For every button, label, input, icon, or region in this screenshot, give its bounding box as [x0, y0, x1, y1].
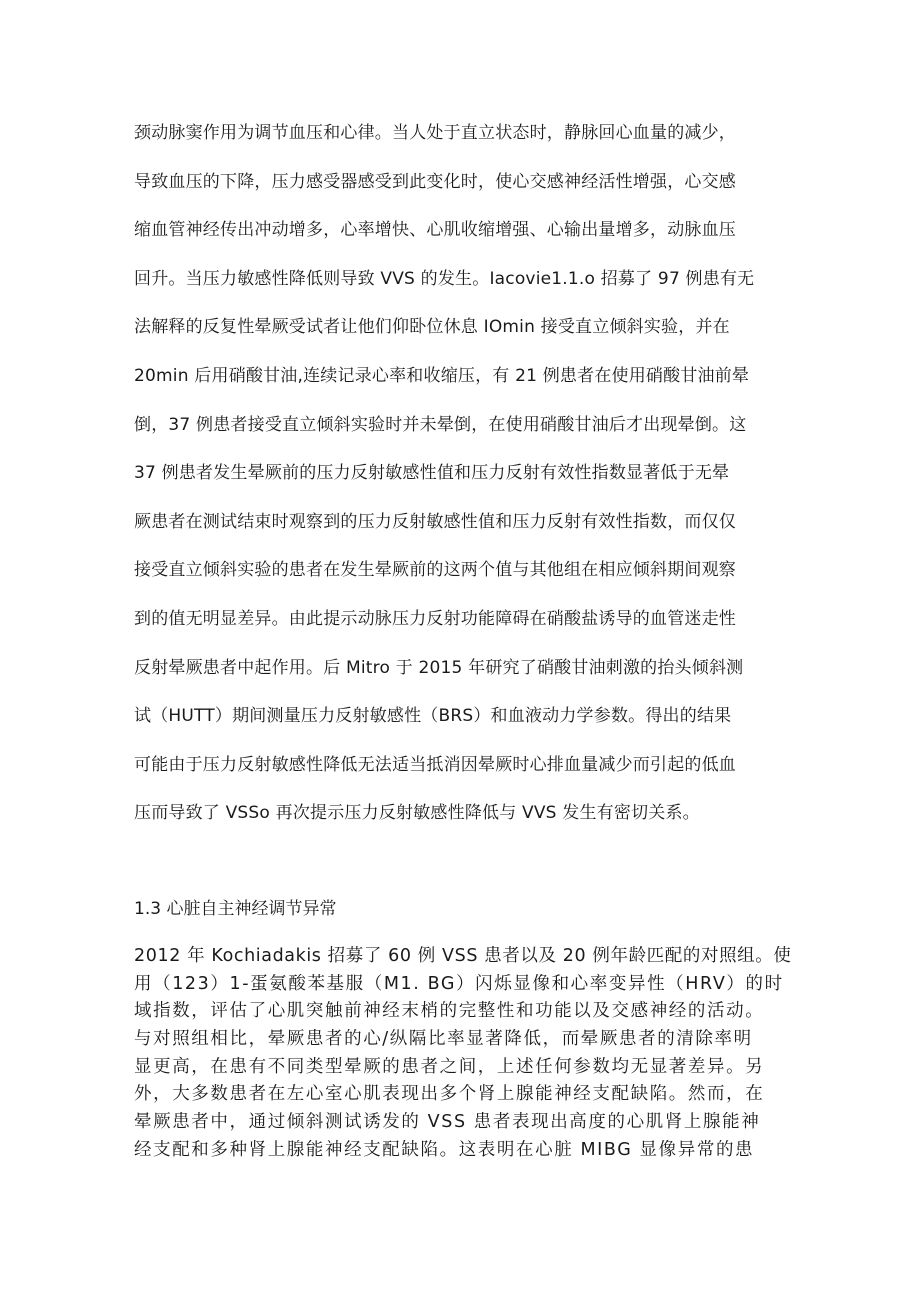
text-line: 域指数，评估了心肌突触前神经末梢的完整性和功能以及交感神经的活动。	[134, 1001, 765, 1022]
text-line: 20min 后用硝酸甘油,连续记录心率和收缩压，有 21 例患者在使用硝酸甘油前晕	[134, 365, 750, 386]
text-line: 到的值无明显差异。由此提示动脉压力反射功能障碍在硝酸盐诱导的血管迷走性	[134, 608, 736, 629]
paragraph-cardiac-autonomic	[134, 943, 794, 1165]
section-heading: 1.3 心脏自主神经调节异常	[134, 899, 337, 919]
text-line: 用（123）1-蛋氨酸苯基服（M1. BG）闪烁显像和心率变异性（HRV）的时	[134, 973, 784, 994]
text-line: 回升。当压力敏感性降低则导致 VVS 的发生。Iacovie1.1.o 招募了 97 例患有无	[134, 268, 755, 289]
text-line: 颈动脉窦作用为调节血压和心律。当人处于直立状态时，静脉回心血量的减少，	[134, 123, 736, 143]
text-line: 厥患者在测试结束时观察到的压力反射敏感性值和压力反射有效性指数，而仅仅	[134, 511, 736, 532]
text-line: 试（HUTT）期间测量压力反射敏感性（BRS）和血液动力学参数。得出的结果	[134, 706, 732, 727]
text-line: 接受直立倾斜实验的患者在发生晕厥前的这两个值与其他组在相应倾斜期间观察	[134, 560, 736, 581]
text-line: 与对照组相比，晕厥患者的心/纵隔比率显著降低，而晕厥患者的清除率明	[134, 1029, 753, 1050]
text-line: 2012 年 Kochiadakis 招募了 60 例 VSS 患者以及 20 例年龄匹配的对照组。使	[134, 946, 792, 966]
text-line: 压而导致了 VSSo 再次提示压力反射敏感性降低与 VVS 发生有密切关系。	[134, 803, 700, 824]
text-line: 外，大多数患者在左心室心肌表现出多个肾上腺能神经支配缺陷。然而，在	[134, 1084, 765, 1105]
text-line: 法解释的反复性晕厥受试者让他们仰卧位休息 IOmin 接受直立倾斜实验，并在	[134, 317, 730, 338]
text-line: 缩血管神经传出冲动增多，心率增快、心肌收缩增强、心输出量增多，动脉血压	[134, 220, 736, 241]
text-line: 37 例患者发生晕厥前的压力反射敏感性值和压力反射有效性指数显著低于无晕	[134, 463, 730, 484]
text-line: 可能由于压力反射敏感性降低无法适当抵消因晕厥时心排血量减少而引起的低血	[134, 754, 736, 775]
text-line: 反射晕厥患者中起作用。后 Mitro 于 2015 年研究了硝酸甘油刺激的抬头倾斜测	[134, 657, 744, 678]
text-line: 导致血压的下降，压力感受器感受到此变化时，使心交感神经活性增强，心交感	[134, 171, 736, 192]
text-line: 经支配和多种肾上腺能神经支配缺陷。这表明在心脏 MIBG 显像异常的患	[134, 1139, 755, 1160]
text-line: 晕厥患者中，通过倾斜测试诱发的 VSS 患者表现出高度的心肌肾上腺能神	[134, 1112, 761, 1133]
text-line: 显更高，在患有不同类型晕厥的患者之间，上述任何参数均无显著差异。另	[134, 1056, 765, 1077]
text-line: 倒，37 例患者接受直立倾斜实验时并未晕倒，在使用硝酸甘油后才出现晕倒。这	[134, 414, 747, 435]
paragraph-baroreflex	[134, 118, 794, 847]
